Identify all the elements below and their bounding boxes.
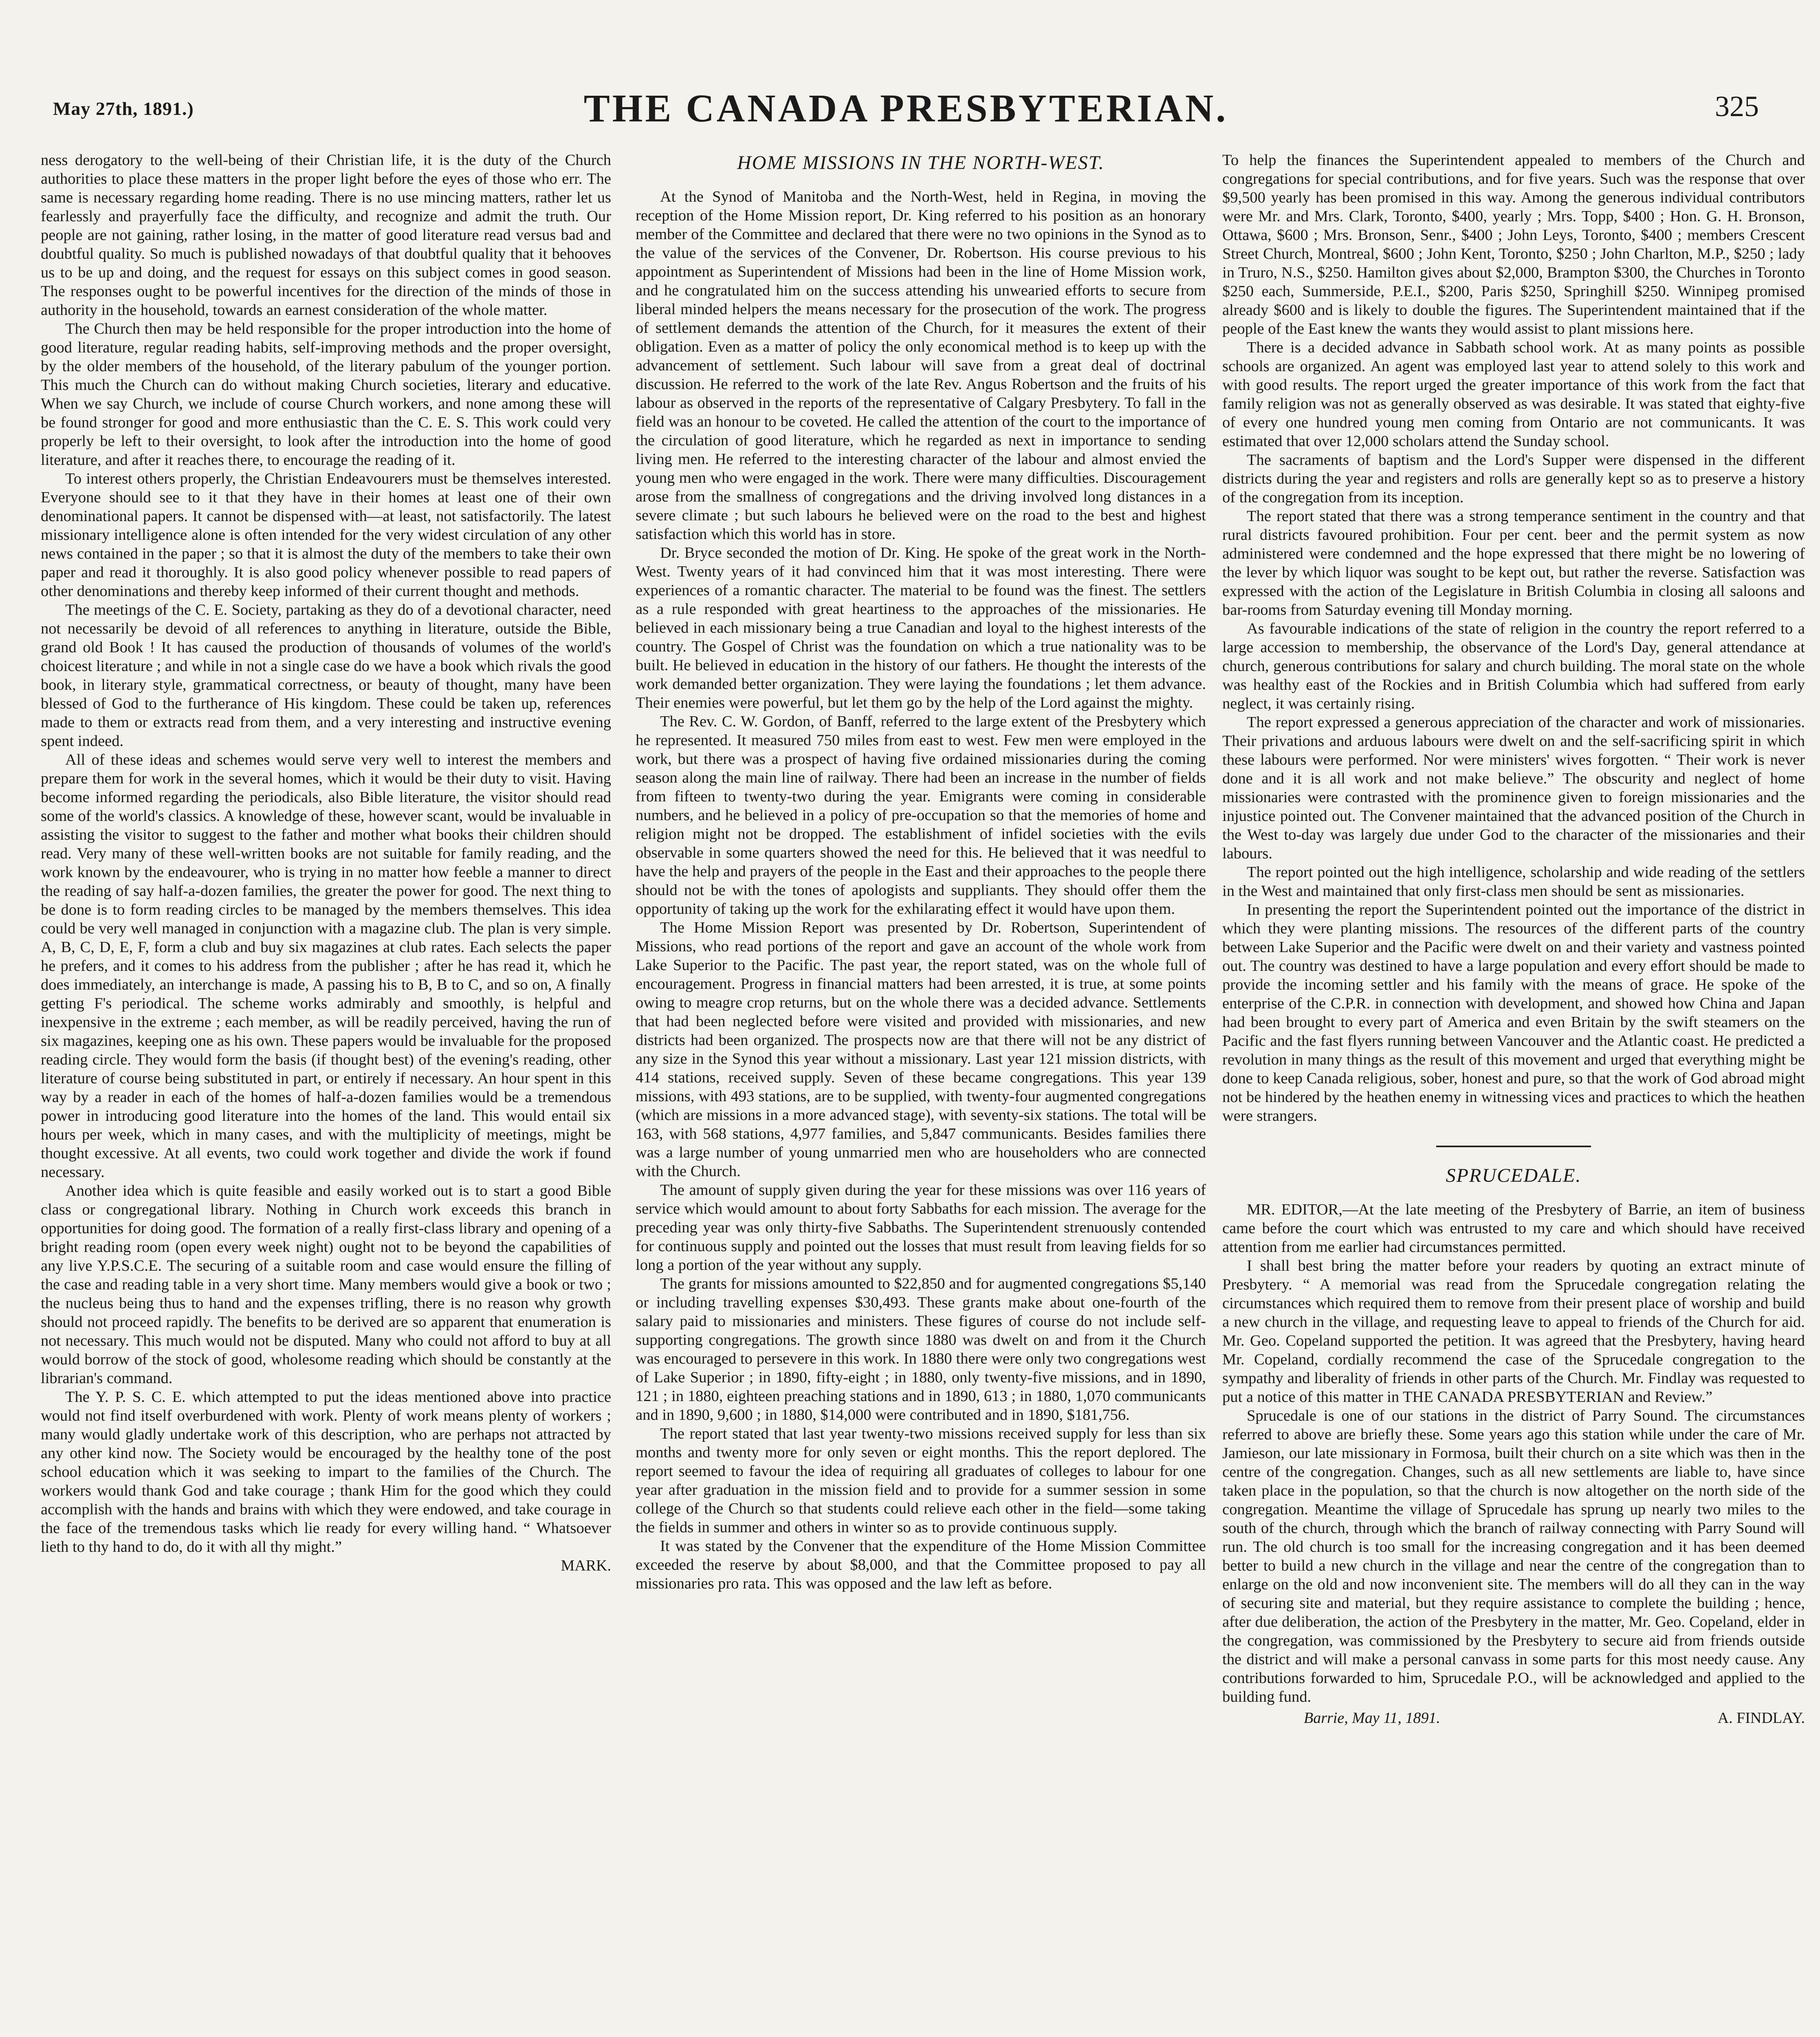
author-signature: A. FINDLAY. (1717, 1709, 1805, 1727)
section-divider (1436, 1146, 1591, 1147)
article-title: SPRUCEDALE. (1446, 1165, 1582, 1186)
article-paragraph: The report expressed a generous appreciation of the character and work of missionaries. Their privations and arduous labours were dwelt on and the self-sacrificing spirit in which these labours were performed. Nor were ministers' wives forgotten. “ Their work is never done and it is all work and not make believe.” The obscurity and neglect of home missionaries were contrasted with the prominence given to foreign missionaries and the injustice pointed out. The Convener maintained that the advanced position of the Church in the West to-day was largely due under God to the character of the missionaries and their labours. (1222, 714, 1805, 862)
article-paragraph: The report stated that there was a strong temperance sentiment in the country and that rural districts favoured prohibition. Four per cent. beer and the permit system as now administered were condemned and the hope expressed that there might be no lowering of the lever by which liquor was sought to be kept out, but rather the reverse. Satisfaction was expressed with the action of the Legislature in British Columbia in closing all saloons and bar-rooms from Saturday evening till Monday morning. (1222, 508, 1805, 618)
article-paragraph: It was stated by the Convener that the expenditure of the Home Mission Committee exceeded the reserve by about $8,000, and that the Committee proposed to pay all missionaries pro rata. This was opposed and the law left as before. (636, 1538, 1206, 1592)
article-paragraph: ness derogatory to the well-being of their Christian life, it is the duty of the Church authorities to place these matters in the proper light before the eyes of those who err. The same is necessary regarding home reading. There is no use mincing matters, rather let us fearlessly and prayerfully face the difficulty, and recognize and admit the truth. Our people are not gaining, rather losing, in the matter of good literature read versus bad and doubtful quality. So much is published nowadays of that doubtful quality that it behooves us to be up and doing, and the request for essays on this subject comes in good season. The responses ought to be powerful incentives for the direction of the minds of those in authority in the household, towards an earnest consideration of the whole matter. (41, 152, 611, 319)
article-paragraph: The report stated that last year twenty-two missions received supply for less than six months and twenty more for only seven or eight months. This the report deplored. The report seemed to favour the idea of requiring all graduates of colleges to labour for one year after graduation in the mission field and to provide for a summer session in some college of the Church so that students could relieve each other in the field—some taking the fields in summer and others in winter so as to provide continuous supply. (636, 1425, 1206, 1536)
article-paragraph: The Rev. C. W. Gordon, of Banff, referred to the large extent of the Presbytery which he represented. It measured 750 miles from east to west. Few men were employed in the work, but there was a prospect of having five ordained missionaries during the coming season along the main line of railway. There had been an increase in the number of fields from fifteen to twenty-two during the year. Emigrants were coming in considerable numbers, and he believed in a policy of pre-occupation so that the memories of home and religion might not be dropped. The establishment of infidel societies with the evils observable in some quarters showed the need for this. He believed that it was needful to have the help and prayers of the people in the East and their approaches to the people there should not be with the tones of apologists and suppliants. They should offer them the opportunity of taking up the work for the exhilarating effect it would have upon them. (636, 713, 1206, 917)
letter-paragraph: Sprucedale is one of our stations in the district of Parry Sound. The circumstances referred to above are briefly these. Some years ago this station while under the care of Mr. Jamieson, our late missionary in Formosa, built their church on a site which was then in the centre of the congregation. Changes, such as all new settlements are liable to, have since taken place in the population, so that the church is now altogether on the north side of the congregation. Meantime the village of Sprucedale has sprung up nearly two miles to the south of the church, through which the branch of railway connecting with Parry Sound will run. The old church is too small for the increasing congregation and it has been deemed better to build a new church in the village and near the centre of the congregation than to enlarge on the old and now inconvenient site. The members will do all they can in the way of securing site and material, but they require assistance to complete the building ; hence, after due deliberation, the action of the Presbytery in the matter, Mr. Geo. Copeland, elder in the congregation, was commissioned by the Presbytery to secure aid from friends outside the district and will make a personal canvass in some parts for this most needy cause. Any contributions forwarded to him, Sprucedale P.O., will be acknowledged and applied to the building fund. (1222, 1407, 1805, 1705)
article-paragraph: The Y. P. S. C. E. which attempted to put the ideas mentioned above into practice would not find itself overburdened with work. Plenty of work means plenty of workers ; many would gladly undertake work of this description, who are perhaps not attracted by any other kind now. The Society would be encouraged by the healthy tone of the post school education which it was seeking to impart to the families of the Church. The workers would thank God and take courage ; thank Him for the good which they could accomplish with the hands and brains with which they were endowed, and take courage in the face of the tremendous tasks which lie ready for every willing hand. “ Whatsoever lieth to thy hand to do, do it with all thy might.” (41, 1388, 611, 1555)
article-paragraph: The sacraments of baptism and the Lord's Supper were dispensed in the different districts during the year and registers and rolls are generally kept so as to preserve a history of the congregation from its inception. (1222, 451, 1805, 506)
page-header (53, 81, 1759, 143)
article-paragraph: The report pointed out the high intelligence, scholarship and wide reading of the settlers in the West and maintained that only first-class men should be sent as missionaries. (1222, 864, 1805, 900)
article-paragraph: In presenting the report the Superintendent pointed out the importance of the district in which they were planting missions. The resources of the different parts of the country between Lake Superior and the Pacific were dwelt on and their variety and vastness pointed out. The country was destined to have a large population and every effort should be made to provide the incoming settler and his family with the means of grace. He spoke of the enterprise of the C.P.R. in connection with development, and showed how China and Japan had been brought to every part of America and even Britain by the swift steamers on the Pacific and the fast flyers running between Vancouver and the Atlantic coast. He predicted a revolution in many things as the result of this movement and urged that everything might be done to keep Canada religious, sober, honest and pure, so that the work of God abroad might not be hindered by the heathen enemy in witnessing vices and practices to which the heathen were strangers. (1222, 901, 1805, 1124)
article-paragraph: There is a decided advance in Sabbath school work. At as many points as possible schools are organized. An agent was employed last year to attend solely to this work and with good results. The report urged the greater importance of this work from the fact that family religion was not as generally observed as was desirable. It was stated that eighty-five of every one hundred young men coming from Ontario are not communicants. It was estimated that over 12,000 scholars attend the Sunday school. (1222, 339, 1805, 450)
column-left (41, 151, 611, 2037)
masthead-title: THE CANADA PRESBYTERIAN. (583, 86, 1228, 130)
article-paragraph: As favourable indications of the state of religion in the country the report referred to a large accession to membership, the observance of the Lord's Day, general attendance at church, generous contributions for salary and church building. The moral state on the whole was healthy east of the Rockies and in British Columbia which had suffered from early neglect, it was certainly rising. (1222, 620, 1805, 712)
article-title: HOME MISSIONS IN THE NORTH-WEST. (737, 152, 1105, 174)
author-signature: MARK. (561, 1557, 611, 1574)
issue-date: May 27th, 1891.) (53, 98, 194, 119)
article-paragraph: The meetings of the C. E. Society, partaking as they do of a devotional character, need not necessarily be devoid of all references to anything in literature, outside the Bible, grand old Book ! It has caused the production of thousands of volumes of the world's choicest literature ; and while in not a single case do we have a book which rivals the good book, in literary style, grammatical correctness, or beauty of thought, many have been blessed of God to the furtherance of His kingdom. These could be taken up, references made to them or extracts read from them, and a very interesting and instructive evening spent indeed. (41, 601, 611, 750)
article-paragraph: To interest others properly, the Christian Endeavourers must be themselves interested. Everyone should see to it that they have in their homes at least one of their own denominational papers. It cannot be dispensed with—at least, not satisfactorily. The latest missionary intelligence alone is often intended for the very widest circulation of any other news contained in the paper ; so that it is almost the duty of the members to take their own paper and read it thoroughly. It is also good policy whenever possible to read papers of other denominations and thereby keep informed of their current thought and methods. (41, 470, 611, 600)
place-date: Barrie, May 11, 1891. (1304, 1709, 1440, 1727)
article-paragraph: The Church then may be held responsible for the proper introduction into the home of good literature, regular reading habits, self-improving methods and the proper oversight, by the older members of the household, of the literary pabulum of the younger portion. This much the Church can do without making Church societies, literary and educative. When we say Church, we include of course Church workers, and none among these will be found stronger for good and more enthusiastic than the C. E. S. This work could very properly be left to their oversight, to look after the introduction into the home of good literature, and after it reaches there, to encourage the reading of it. (41, 320, 611, 469)
letter-signoff (1222, 1709, 1805, 1727)
article-paragraph: At the Synod of Manitoba and the North-West, held in Regina, in moving the reception of the Home Mission report, Dr. King referred to his position as an honorary member of the Committee and declared that there were no two opinions in the Synod as to the value of the services of the Convener, Dr. Robertson. His course previous to his appointment as Superintendent of Missions had been in the line of Home Mission work, and he congratulated him on the success attending his unwearied efforts to secure from liberal minded helpers the means necessary for the prosecution of the work. The progress of settlement demands the attention of the Church, for it measures the extent of their obligation. Even as a matter of policy the only economical method is to keep up with the advancement of settlement. Such labour will save from a great deal of doctrinal discussion. He referred to the work of the late Rev. Angus Robertson and the fruits of his labour as observed in the reports of the representative of Calgary Presbytery. To fall in the field was an honour to be coveted. He called the attention of the court to the importance of the circulation of good literature, which he regarded as next in importance to sending living men. He referred to the interesting character of the labour and almost envied the young men who were engaged in the work. There were many difficulties. Discouragement arose from the smallness of congregations and the driving involved long distances in a severe climate ; but such labours he believed were on the road to the best and highest satisfaction which this world has in store. (636, 188, 1206, 543)
page-number: 325 (1715, 90, 1759, 123)
letter-paragraph: I shall best bring the matter before your readers by quoting an extract minute of Presbytery. “ A memorial was read from the Sprucedale congregation relating the circumstances which required them to remove from their present place of worship and build a new church in the village, and requesting leave to appeal to friends of the Church for aid. Mr. Geo. Copeland supported the petition. It was agreed that the Presbytery, having heard Mr. Copeland, cordially recommend the case of the Sprucedale congregation to the sympathy and liberality of friends in other parts of the Church. Mr. Findlay was requested to put a notice of this matter in THE CANADA PRESBYTERIAN and Review.” (1222, 1257, 1805, 1406)
letter-paragraph: MR. EDITOR,—At the late meeting of the Presbytery of Barrie, an item of business came before the court which was entrusted to my care and which should have received attention from me earlier had circumstances permitted. (1222, 1201, 1805, 1256)
article-paragraph: Dr. Bryce seconded the motion of Dr. King. He spoke of the great work in the North-West. Twenty years of it had convinced him that it was most interesting. There were experiences of a romantic character. The material to be found was the finest. The settlers as a rule responded with great heartiness to the approaches of the missionaries. He believed in each missionary being a true Canadian and loyal to the highest interests of the country. The Gospel of Christ was the foundation on which a true nationality was to be built. He believed in education in the history of our fathers. He thought the interests of the work demanded better organization. They were laying the foundations ; let them advance. Their enemies were powerful, but let them go by the help of the Lord against the mighty. (636, 544, 1206, 711)
column-middle (636, 151, 1206, 2037)
article-paragraph: The amount of supply given during the year for these missions was over 116 years of service which would amount to about forty Sabbaths for each mission. The average for the preceding year was only thirty-five Sabbaths. The Superintendent strenuously contended for continuous supply and pointed out the losses that must result from leaving fields for so long a portion of the year without any supply. (636, 1181, 1206, 1274)
article-paragraph: The grants for missions amounted to $22,850 and for augmented congregations $5,140 or including travelling expenses $30,493. These grants make about one-fourth of the salary paid to missionaries and ministers. These figures of course do not include self-supporting congregations. The growth since 1880 was dwelt on and from it the Church was encouraged to persevere in this work. In 1880 there were only two congregations west of Lake Superior ; in 1890, fifty-eight ; in 1880, only twenty-five missions, and in 1890, 121 ; in 1880, eighteen preaching stations and in 1890, 613 ; in 1880, 1,070 communicants and in 1890, 9,600 ; in 1880, $14,000 were contributed and in 1890, $181,756. (636, 1275, 1206, 1423)
article-paragraph: Another idea which is quite feasible and easily worked out is to start a good Bible class or congregational library. Nothing in Church work exceeds this branch in opportunities for doing good. The formation of a really first-class library and opening of a bright reading room (open every week night) ought not to be beyond the capabilities of any live Y.P.S.C.E. The securing of a suitable room and case would ensure the filling of the case and reading table in a very short time. Many members would give a book or two ; the nucleus being thus to hand and the expenses trifling, there is no reason why growth should not proceed rapidly. The benefits to be derived are so apparent that enumeration is not necessary. This much would not be disputed. Many who could not afford to buy at all would borrow of the stock of good, wholesome reading which should be constantly at the librarian's command. (41, 1182, 611, 1387)
article-paragraph: All of these ideas and schemes would serve very well to interest the members and prepare them for work in the several homes, which it would be their duty to visit. Having become informed regarding the periodicals, also Bible literature, the visitor should read some of the world's classics. A knowledge of these, however scant, would be invaluable in assisting the visitor to suggest to the father and mother what books their children should read. Very many of these well-written books are not suitable for family reading, and the work known by the endeavourer, who is trying in no matter how feeble a manner to direct the reading of say half-a-dozen families, the greater the power for good. The next thing to be done is to form reading circles to be managed by the members themselves. This idea could be very well managed in conjunction with a magazine club. The plan is very simple. A, B, C, D, E, F, form a club and buy six magazines at club rates. Each selects the paper he prefers, and it comes to his address from the publisher ; after he has read it, which he does immediately, an interchange is made, A passing his to B, B to C, and so on, A finally getting F's periodical. The scheme works admirably and smoothly, is helpful and inexpensive in the extreme ; each member, as will be readily perceived, having the run of six magazines, keeping one as his own. These papers would be invaluable for the proposed reading circle. They would form the basis (if thought best) of the evening's reading, other literature of course being substituted in part, or entirely if necessary. An hour spent in this way by a reader in each of the homes of half-a-dozen families would be a tremendous power in introducing good literature into the homes of the land. This would entail six hours per week, which in many cases, and with the multiplicity of meetings, might be thought excessive. At all events, two could work together and divide the work if found necessary. (41, 751, 611, 1181)
column-right (1222, 151, 1805, 2037)
article-paragraph: The Home Mission Report was presented by Dr. Robertson, Superintendent of Missions, who read portions of the report and gave an account of the whole work from Lake Superior to the Pacific. The past year, the report stated, was on the whole full of encouragement. Progress in financial matters had been arrested, it is true, at some points owing to meagre crop returns, but on the whole there was a decided advance. Settlements that had been neglected before were visited and provided with missionaries, and new districts had been organized. The prospects now are that there will not be any district of any size in the Synod this year without a missionary. Last year 121 mission districts, with 414 stations, received supply. Seven of these became congregations. This year 139 missions, with 493 stations, are to be supplied, with twenty-four augmented congregations (which are missions in a more advanced stage), with seventy-six stations. The total will be 163, with 568 stations, 4,977 families, and 5,847 communicants. Besides families there was a large number of young unmarried men who are householders who are connected with the Church. (636, 919, 1206, 1180)
article-paragraph: To help the finances the Superintendent appealed to members of the Church and congregations for special contributions, and for five years. Such was the response that over $9,500 yearly has been promised in this way. Among the generous individual contributors were Mr. and Mrs. Clark, Toronto, $400, yearly ; Mrs. Topp, $400 ; Hon. G. H. Bronson, Ottawa, $600 ; Mrs. Bronson, Senr., $400 ; John Leys, Toronto, $400 ; members Crescent Street Church, Montreal, $600 ; John Kent, Toronto, $250 ; John Charlton, M.P., $250 ; lady in Truro, N.S., $250. Hamilton gives about $2,000, Brampton $300, the Churches in Toronto $250 each, Summerside, P.E.I., $200, Paris $250, Springhill $250. Winnipeg promised already $600 and is likely to double the figures. The Superintendent maintained that if the people of the East knew the wants they would assist to plant missions here. (1222, 152, 1805, 337)
